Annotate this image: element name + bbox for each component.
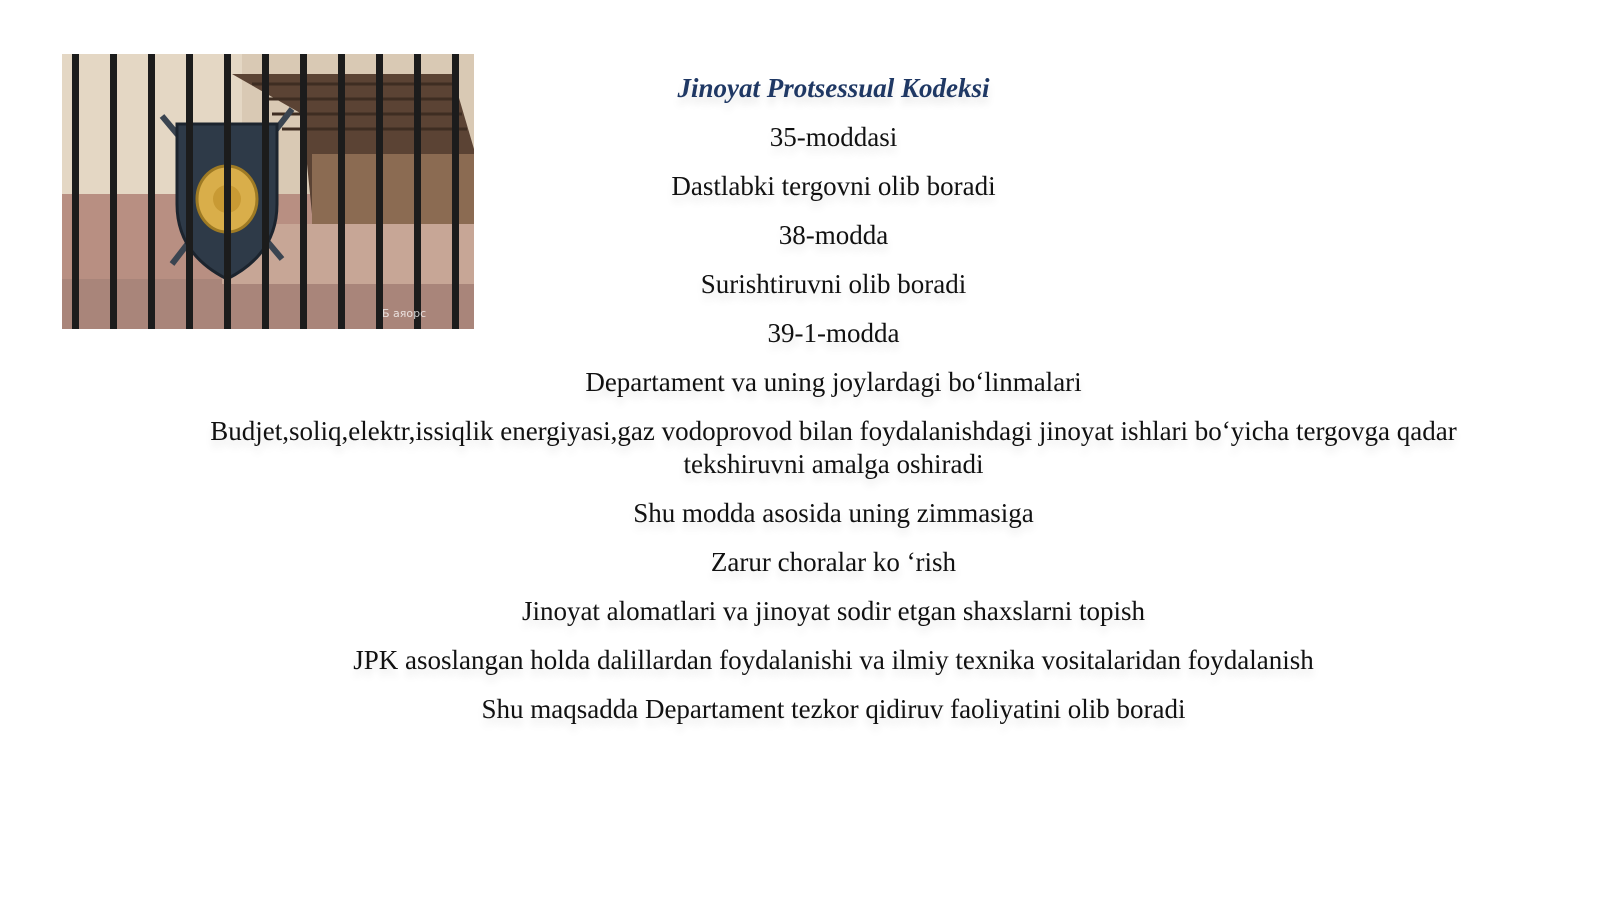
- text-line: Zarur choralar ko ‘rish: [710, 547, 957, 577]
- text-line: Dastlabki tergovni olib boradi: [671, 171, 996, 201]
- text-content: [150, 72, 1517, 742]
- text-line: 39-1-modda: [767, 318, 900, 348]
- text-line: JPK asoslangan holda dalillardan foydalanishi va ilmiy texnika vositalaridan foydalanish: [353, 645, 1314, 675]
- text-line: Jinoyat alomatlari va jinoyat sodir etgan shaxslarni topish: [521, 596, 1146, 626]
- text-line: 38-modda: [778, 220, 889, 250]
- text-line: Surishtiruvni olib boradi: [700, 269, 967, 299]
- text-line: Budjet,soliq,elektr,issiqlik energiyasi,gaz vodoprovod bilan foydalanishdagi jinoyat ishlari bo‘yicha tergovga qadar tekshiruvni amalga oshiradi: [210, 416, 1457, 479]
- text-line: Departament va uning joylardagi bo‘linmalari: [585, 367, 1082, 397]
- page-title: Jinoyat Protsessual Kodeksi: [677, 73, 990, 103]
- text-line: Shu modda asosida uning zimmasiga: [633, 498, 1034, 528]
- text-line: Shu maqsadda Departament tezkor qidiruv faoliyatini olib boradi: [481, 694, 1186, 724]
- text-line: 35-moddasi: [769, 122, 898, 152]
- photo-watermark: Б аяорс: [382, 307, 427, 320]
